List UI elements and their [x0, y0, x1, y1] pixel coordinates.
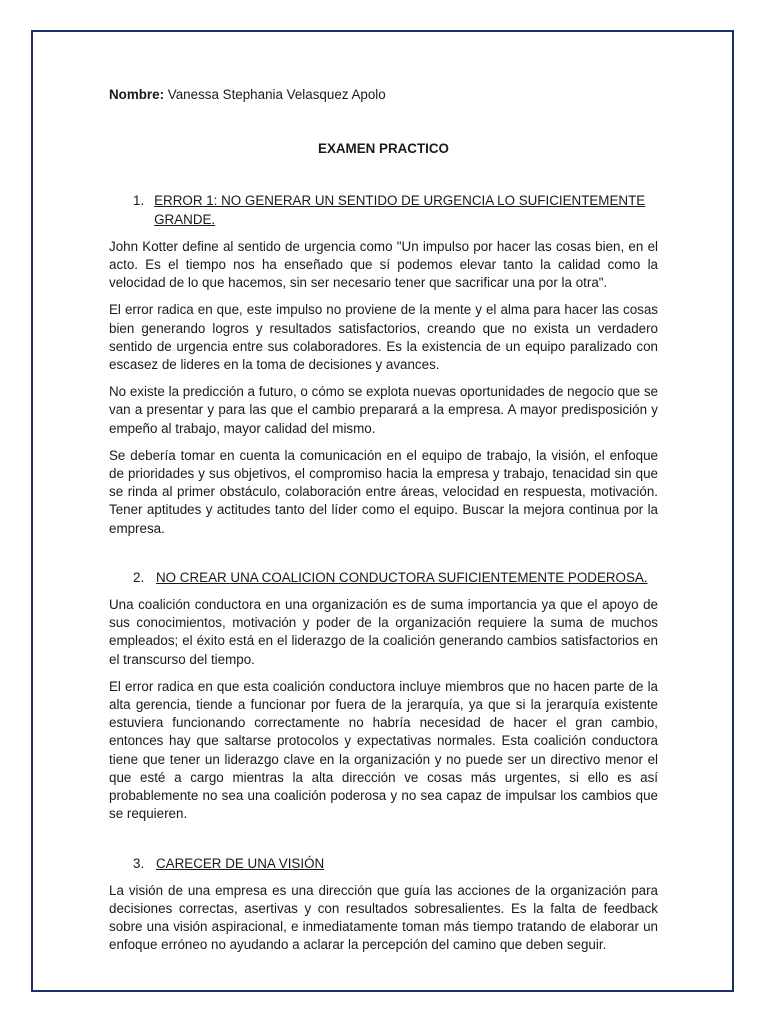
paragraph: La visión de una empresa es una dirección que guía las acciones de la organización para decisiones correctas, asertivas y con resultados sobresalientes. Es la falta de feedback sobre una visión aspiracional, e inmediatamente toman más tiempo tratando de elaborar un enfoque erróneo no ayudando a aclarar la percepción del camino que deben seguir.: [109, 882, 658, 953]
section-heading: [109, 855, 658, 873]
name-label: Nombre:: [109, 87, 165, 102]
section-number: 2.: [133, 569, 145, 585]
paragraph: Se debería tomar en cuenta la comunicación en el equipo de trabajo, la visión, el enfoque de prioridades y sus objetivos, el compromiso hacia la empresa y trabajo, tenacidad sin que se rinda al primer obstáculo, colaboración entre áreas, velocidad en respuesta, motivación. Tener aptitudes y actitudes tanto del líder como el equipo. Buscar la mejora continua por la empresa.: [109, 447, 658, 536]
section-title: ERROR 1: NO GENERAR UN SENTIDO DE URGENCIA LO SUFICIENTEMENTE GRANDE.: [154, 193, 646, 227]
paragraph: Una coalición conductora en una organización es de suma importancia ya que el apoyo de sus conocimientos, motivación y poder de la organización requiere la suma de muchos empleados; el éxito está en el liderazgo de la coalición generando cambios satisfactorios en el transcurso del tiempo.: [109, 597, 658, 667]
paragraph: No existe la predicción a futuro, o cómo se explota nuevas oportunidades de negocio que se van a presentar y para las que el cambio preparará a la empresa. A mayor predisposición y empeño al trabajo, mayor calidad del mismo.: [109, 384, 658, 436]
section-1: [109, 192, 658, 537]
section-number: 3.: [133, 855, 145, 871]
section-3: [109, 855, 658, 955]
paragraph: John Kotter define al sentido de urgencia como "Un impulso por hacer las cosas bien, en el acto. Es el tiempo nos ha enseñado que sí podemos elevar tanto la calidad como la velocidad de lo que hacemos, sin ser necesario tener que sacrificar una por la otra".: [109, 238, 658, 291]
section-heading: [109, 569, 658, 587]
section-title: CARECER DE UNA VISIÓN: [156, 855, 325, 871]
name-line: [109, 86, 658, 104]
student-name: Vanessa Stephania Velasquez Apolo: [167, 87, 386, 102]
section-2: [109, 569, 658, 824]
paragraph: El error radica en que, este impulso no proviene de la mente y el alma para hacer las cosas bien generando logros y resultados satisfactorios, creando que no exista un verdadero sentido de urgencia entre sus colaboradores. Es la existencia de un equipo paralizado con escasez de lideres en la toma de decisiones y avances.: [109, 302, 658, 373]
paragraph: El error radica en que esta coalición conductora incluye miembros que no hacen parte de la alta gerencia, tiende a funcionar por fuera de la jerarquía, ya que si la jerarquía existente estuviera funcionando correctamente no habría necesidad de hacer el gran cambio, entonces hay que saltarse protocolos y expectativas normales. Esta coalición conductora tiene que tener un liderazgo clave en la organización y no puede ser un directivo menor el que esté a cargo mientras la alta dirección ve cosas más urgentes, si ello es así probablemente no sea una coalición poderosa y no sea capaz de impulsar los cambios que se requieren.: [109, 678, 658, 822]
section-heading: [109, 192, 658, 228]
exam-title: EXAMEN PRACTICO: [318, 141, 449, 157]
document-body: [109, 86, 658, 964]
section-number: 1.: [133, 193, 145, 209]
section-title: NO CREAR UNA COALICION CONDUCTORA SUFICIENTEMENTE PODEROSA.: [156, 569, 648, 585]
